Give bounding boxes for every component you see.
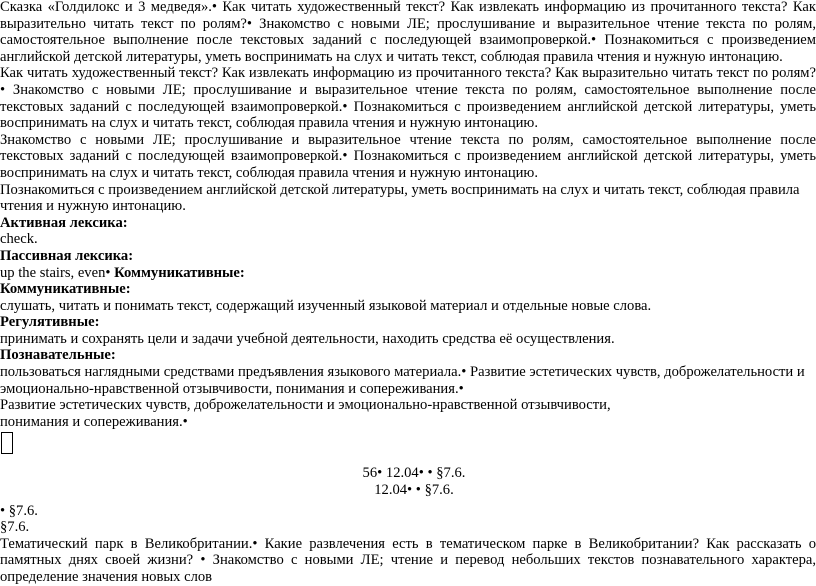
communicative-content: слушать, читать и понимать текст, содержащий изученный языковой материал и отдельные новые слова. bbox=[0, 297, 652, 314]
center-line-2: 12.04• • §7.6. bbox=[374, 482, 454, 499]
paragraph-new-vocabulary: Знакомство с новыми ЛЕ; прослушивание и выразительное чтение текста по ролям, самостоятельное выполнение после текстовых заданий с последующей взаимопроверкой.• Познакомиться с произведением английской детской литературы, уметь воспринимать на слух и читать текст, соблюдая правила чтения и нужную интонацию. bbox=[0, 131, 816, 181]
active-vocab-content: check. bbox=[0, 231, 38, 248]
passive-vocab-line bbox=[0, 265, 816, 282]
left-line-1: • §7.6. bbox=[0, 502, 38, 519]
center-line-1: 56• 12.04• • §7.6. bbox=[362, 465, 466, 482]
left-line-2: §7.6. bbox=[0, 519, 30, 536]
passive-vocab-inline-heading: Коммуникативные: bbox=[114, 264, 245, 281]
cognitive-heading: Познавательные: bbox=[0, 347, 116, 364]
paragraph-reading-questions: Как читать художественный текст? Как извлекать информацию из прочитанного текста? Как выразительно читать текст по ролям?• Знакомство с новыми ЛЕ; прослушивание и выразительное чтение текста по ролям, самостоятельное выполнение после текстовых заданий с последующей взаимопроверкой.• Познакомиться с произведением английской детской литературы, уметь воспринимать на слух и читать текст, соблюдая правила чтения и нужную интонацию. bbox=[0, 65, 816, 132]
passive-vocab-content: up the stairs, even• bbox=[0, 264, 111, 281]
passive-vocab-heading: Пассивная лексика: bbox=[0, 247, 134, 264]
active-vocab-heading: Активная лексика: bbox=[0, 214, 128, 231]
empty-checkbox-box bbox=[1, 432, 13, 454]
regulative-heading: Регулятивные: bbox=[0, 314, 100, 331]
paragraph-lesson-topic: Сказка «Голдилокс и 3 медведя».• Как читать художественный текст? Как извлекать информацию из прочитанного текста? Как выразительно читать текст по ролям?• Знакомство с новыми ЛЕ; прослушивание и выразительное чтение текста по ролям, самостоятельное выполнение после текстовых заданий с последующей взаимопроверкой.• Познакомиться с произведением английской детской литературы, уметь воспринимать на слух и читать текст, соблюдая правила чтения и нужную интонацию. bbox=[0, 0, 816, 65]
paragraph-literature-goal: Познакомиться с произведением английской детской литературы, уметь воспринимать на слух и читать текст, соблюдая правила чтения и нужную интонацию. bbox=[0, 181, 800, 215]
communicative-heading: Коммуникативные: bbox=[0, 281, 131, 298]
regulative-content: принимать и сохранять цели и задачи учебной деятельности, находить средства её осуществления. bbox=[0, 330, 615, 347]
aesthetic-content: Развитие эстетических чувств, доброжелательности и эмоционально-нравственной отзывчивости, понимания и сопереживания.• bbox=[0, 397, 611, 430]
cognitive-content: пользоваться наглядными средствами предъявления языкового материала.• Развитие эстетических чувств, доброжелательности и эмоционально-нравственной отзывчивости, понимания и сопереживания.• bbox=[0, 364, 805, 397]
paragraph-theme-park: Тематический парк в Великобритании.• Какие развлечения есть в тематическом парке в Великобритании? Как рассказать о памятных днях своей жизни? • Знакомство с новыми ЛЕ; чтение и перевод небольших текстов познавательного характера, определение значения новых слов bbox=[0, 535, 816, 585]
